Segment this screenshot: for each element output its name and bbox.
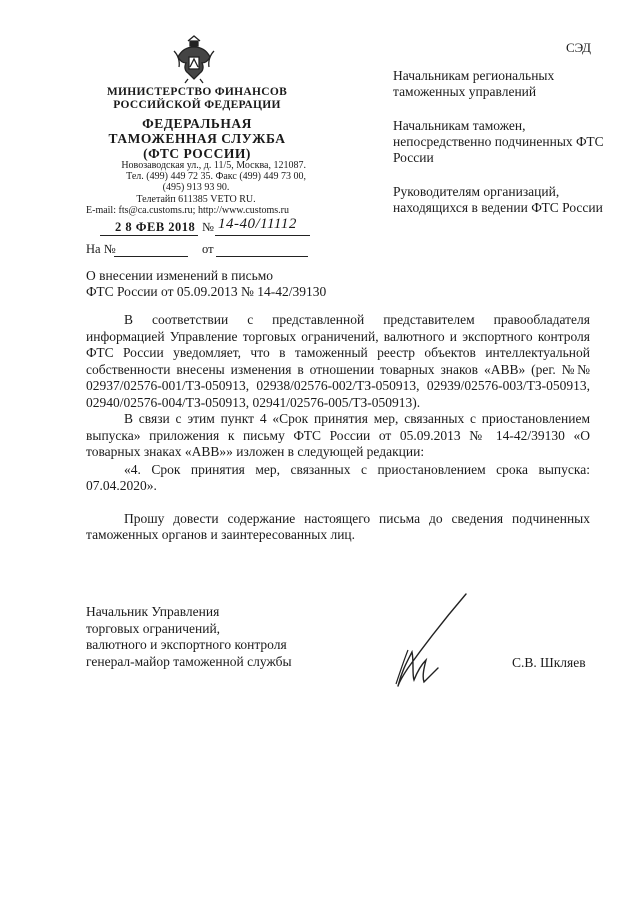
handwritten-signature: [378, 590, 478, 690]
agency-address: Новозаводская ул., д. 11/5, Москва, 121087.: [121, 160, 306, 171]
reply-from-label: от: [202, 242, 214, 256]
body-paragraph: «4. Срок принятия мер, связанных с приостановлением срока выпуска: 07.04.2020».: [86, 461, 590, 493]
body-paragraph: Прошу довести содержание настоящего письма до сведения подчиненных таможенных органов и заинтересованных лиц.: [86, 510, 590, 542]
agency-phones: Тел. (499) 449 72 35. Факс (499) 449 73 00,: [126, 171, 306, 183]
agency-email: E-mail: fts@ca.customs.ru; http://www.customs.ru: [86, 204, 289, 216]
sed-stamp: СЭД: [566, 40, 592, 55]
recipient-item: Начальникам таможен, непосредственно подчиненных ФТС России: [393, 118, 604, 165]
signer-name: С.В. Шкляев: [512, 655, 586, 670]
registration-number-label: №: [202, 220, 214, 234]
agency-name: ФЕДЕРАЛЬНАЯ ТАМОЖЕННАЯ СЛУЖБА (ФТС РОССИИ): [108, 116, 286, 161]
recipients-block: [393, 68, 613, 234]
letter-subject: О внесении изменений в письмо ФТС России от 05.09.2013 № 14-42/39130: [86, 268, 327, 299]
registration-number: 14-40/11112: [218, 216, 297, 232]
coat-of-arms-emblem-icon: [170, 33, 218, 85]
recipient-item: Руководителям организаций, находящихся в ведении ФТС России: [393, 184, 603, 215]
recipient-item: Начальникам региональных таможенных управлений: [393, 68, 555, 99]
body-paragraph: В соответствии с представленной представителем правообладателя информацией Управление торговых ограничений, валютного и экспортного контроля ФТС России уведомляет, что в таможенный реестр объектов интеллектуальной собственности внесены изменения в отношении товарных знаков «ABB» (рег. №№ 02937/02576-001/ТЗ-050913, 02938/02576-002/ТЗ-050913, 02939/02576-003/ТЗ-050913, 02940/02576-004/ТЗ-050913, 02941/02576-005/ТЗ-050913).: [86, 312, 590, 410]
agency-contacts: [86, 160, 306, 216]
reply-to-label: На №: [86, 242, 116, 256]
number-underline: [215, 235, 310, 236]
signatory-title: Начальник Управления торговых ограничений, валютного и экспортного контроля генерал-майор таможенной службы: [86, 604, 292, 669]
agency-telex: Телетайп 611385 VETO RU.: [136, 193, 256, 205]
agency-phones-2: (495) 913 93 90.: [162, 182, 230, 194]
letter-body: [86, 312, 590, 544]
reply-to-underline: [114, 256, 188, 257]
reply-from-underline: [216, 256, 308, 257]
registration-date: 2 8 ФЕВ 2018: [115, 220, 196, 234]
ministry-name: МИНИСТЕРСТВО ФИНАНСОВ РОССИЙСКОЙ ФЕДЕРАЦИИ: [106, 86, 288, 111]
body-paragraph: В связи с этим пункт 4 «Срок принятия мер, связанных с приостановлением выпуска» приложения к письму ФТС России от 05.09.2013 № 14-42/39130 «О товарных знаках «ABB»» изложен в следующей редакции:: [86, 411, 590, 459]
